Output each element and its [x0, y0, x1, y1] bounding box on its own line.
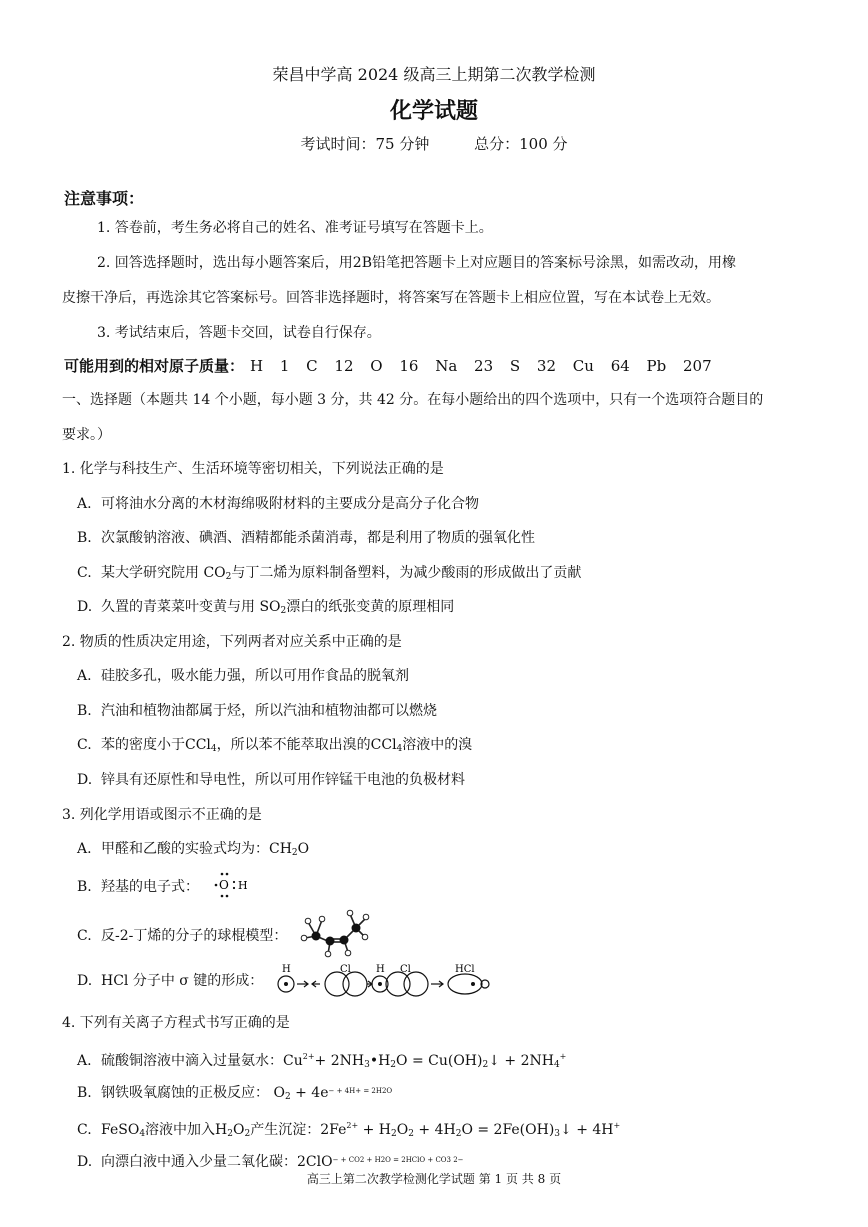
q4-stem: 4. 下列有关离子方程式书写正确的是 [62, 1015, 290, 1031]
q3-option-d: D. HCl 分子中 σ 键的形成： [77, 973, 264, 989]
trans-2-butene-ball-stick-model [300, 908, 370, 958]
exam-meta [0, 133, 868, 154]
notice-item-3: 3. 考试结束后，答题卡交回，试卷自行保存。 [97, 325, 381, 341]
exam-title: 化学试题 [389, 99, 478, 124]
svg-text:HCl: HCl [455, 964, 475, 975]
q4-option-b: B. 钢铁吸氧腐蚀的正极反应： $O_2 + 4e^{- + 4H+ = 2H2O}$ [77, 1085, 393, 1102]
notice-item-2-cont: 皮擦干净后，再选涂其它答案标号。回答非选择题时，将答案写在答题卡上相应位置，写在本试卷上无效。 [62, 290, 720, 306]
exam-header-line: 荣昌中学高 2024 级高三上期第二次教学检测 [272, 65, 596, 84]
notice-title: 注意事项： [64, 189, 145, 208]
q4-option-d: D. 向漂白液中通入少量二氧化碳：2ClO$^{- + CO2 + H2O = 2HClO + CO3 2-}$ [77, 1154, 464, 1170]
atomic-mass-label: 可能用到的相对原子质量： [64, 357, 245, 375]
q4-option-c: C. FeSO$_4$溶液中加入$H_2O_2$产生沉淀：$2Fe^{2+} + H_2O_2 + 4H_2O$ = $2Fe(OH)_3↓ + 4H^+$ [77, 1121, 621, 1139]
q2-option-a: A. 硅胶多孔，吸水能力强，所以可用作食品的脱氧剂 [77, 668, 409, 684]
page-footer: 高三上第二次教学检测化学试题 第 1 页 共 8 页 [306, 1172, 562, 1186]
q2-option-d: D. 锌具有还原性和导电性，所以可用作锌锰干电池的负极材料 [77, 772, 465, 788]
svg-text:H: H [238, 879, 248, 892]
q2-stem: 2. 物质的性质决定用途，下列两者对应关系中正确的是 [62, 634, 402, 650]
sigma-bond-formation-diagram [268, 962, 493, 1000]
svg-text:Cl: Cl [340, 964, 351, 975]
atomic-mass-line [64, 355, 712, 376]
section-header: 一、选择题（本题共 14 个小题，每小题 3 分，共 42 分。在每小题给出的四个选项中，只有一个选项符合题目的 [62, 392, 764, 408]
q3-option-c: C. 反-2-丁烯的分子的球棍模型： [77, 928, 288, 944]
q3-stem: 3. 列化学用语或图示不正确的是 [62, 807, 262, 823]
svg-text:Cl: Cl [400, 964, 411, 975]
exam-time: 考试时间：75 分钟 [300, 135, 430, 153]
q2-option-b: B. 汽油和植物油都属于烃，所以汽油和植物油都可以燃烧 [77, 703, 437, 719]
q1-option-a: A. 可将油水分离的木材海绵吸附材料的主要成分是高分子化合物 [77, 496, 479, 512]
section-header-cont: 要求。） [62, 427, 111, 443]
q3-option-b: B. 羟基的电子式： [77, 879, 199, 895]
svg-text:O: O [219, 878, 229, 892]
svg-text:H: H [376, 964, 385, 975]
q1-option-d: D. 久置的青菜菜叶变黄与用 $SO_2$漂白的纸张变黄的原理相同 [77, 599, 455, 616]
q1-stem: 1. 化学与科技生产、生活环境等密切相关，下列说法正确的是 [62, 461, 444, 477]
q1-option-b: B. 次氯酸钠溶液、碘酒、酒精都能杀菌消毒，都是利用了物质的强氧化性 [77, 530, 535, 546]
q1-option-c: C. 某大学研究院用 $CO_2$与丁二烯为原料制备塑料，为减少酸雨的形成做出了贡献 [77, 565, 582, 582]
atomic-mass-values: H 1 C 12 O 16 Na 23 S 32 Cu 64 Pb 207 [250, 357, 712, 375]
exam-score: 总分：100 分 [474, 135, 568, 153]
notice-item-2: 2. 回答选择题时，选出每小题答案后，用2B铅笔把答题卡上对应题目的答案标号涂黑，如需改动，用橡 [97, 255, 737, 271]
q2-option-c: C. 苯的密度小于CCl$_4$，所以苯不能萃取出溴的CCl$_4$溶液中的溴 [77, 737, 473, 754]
q3-option-a: A. 甲醛和乙酸的实验式均为：$CH_2O$ [77, 841, 310, 858]
q4-option-a: A. 硫酸铜溶液中滴入过量氨水：$Cu^{2+}+$ $2NH_3•H_2O$ = $Cu(OH)_2↓ + 2NH_4^+$ [77, 1052, 567, 1070]
hydroxyl-electron-formula [213, 870, 253, 900]
notice-item-1: 1. 答卷前，考生务必将自己的姓名、准考证号填写在答题卡上。 [97, 220, 493, 236]
svg-text:H: H [282, 964, 291, 975]
